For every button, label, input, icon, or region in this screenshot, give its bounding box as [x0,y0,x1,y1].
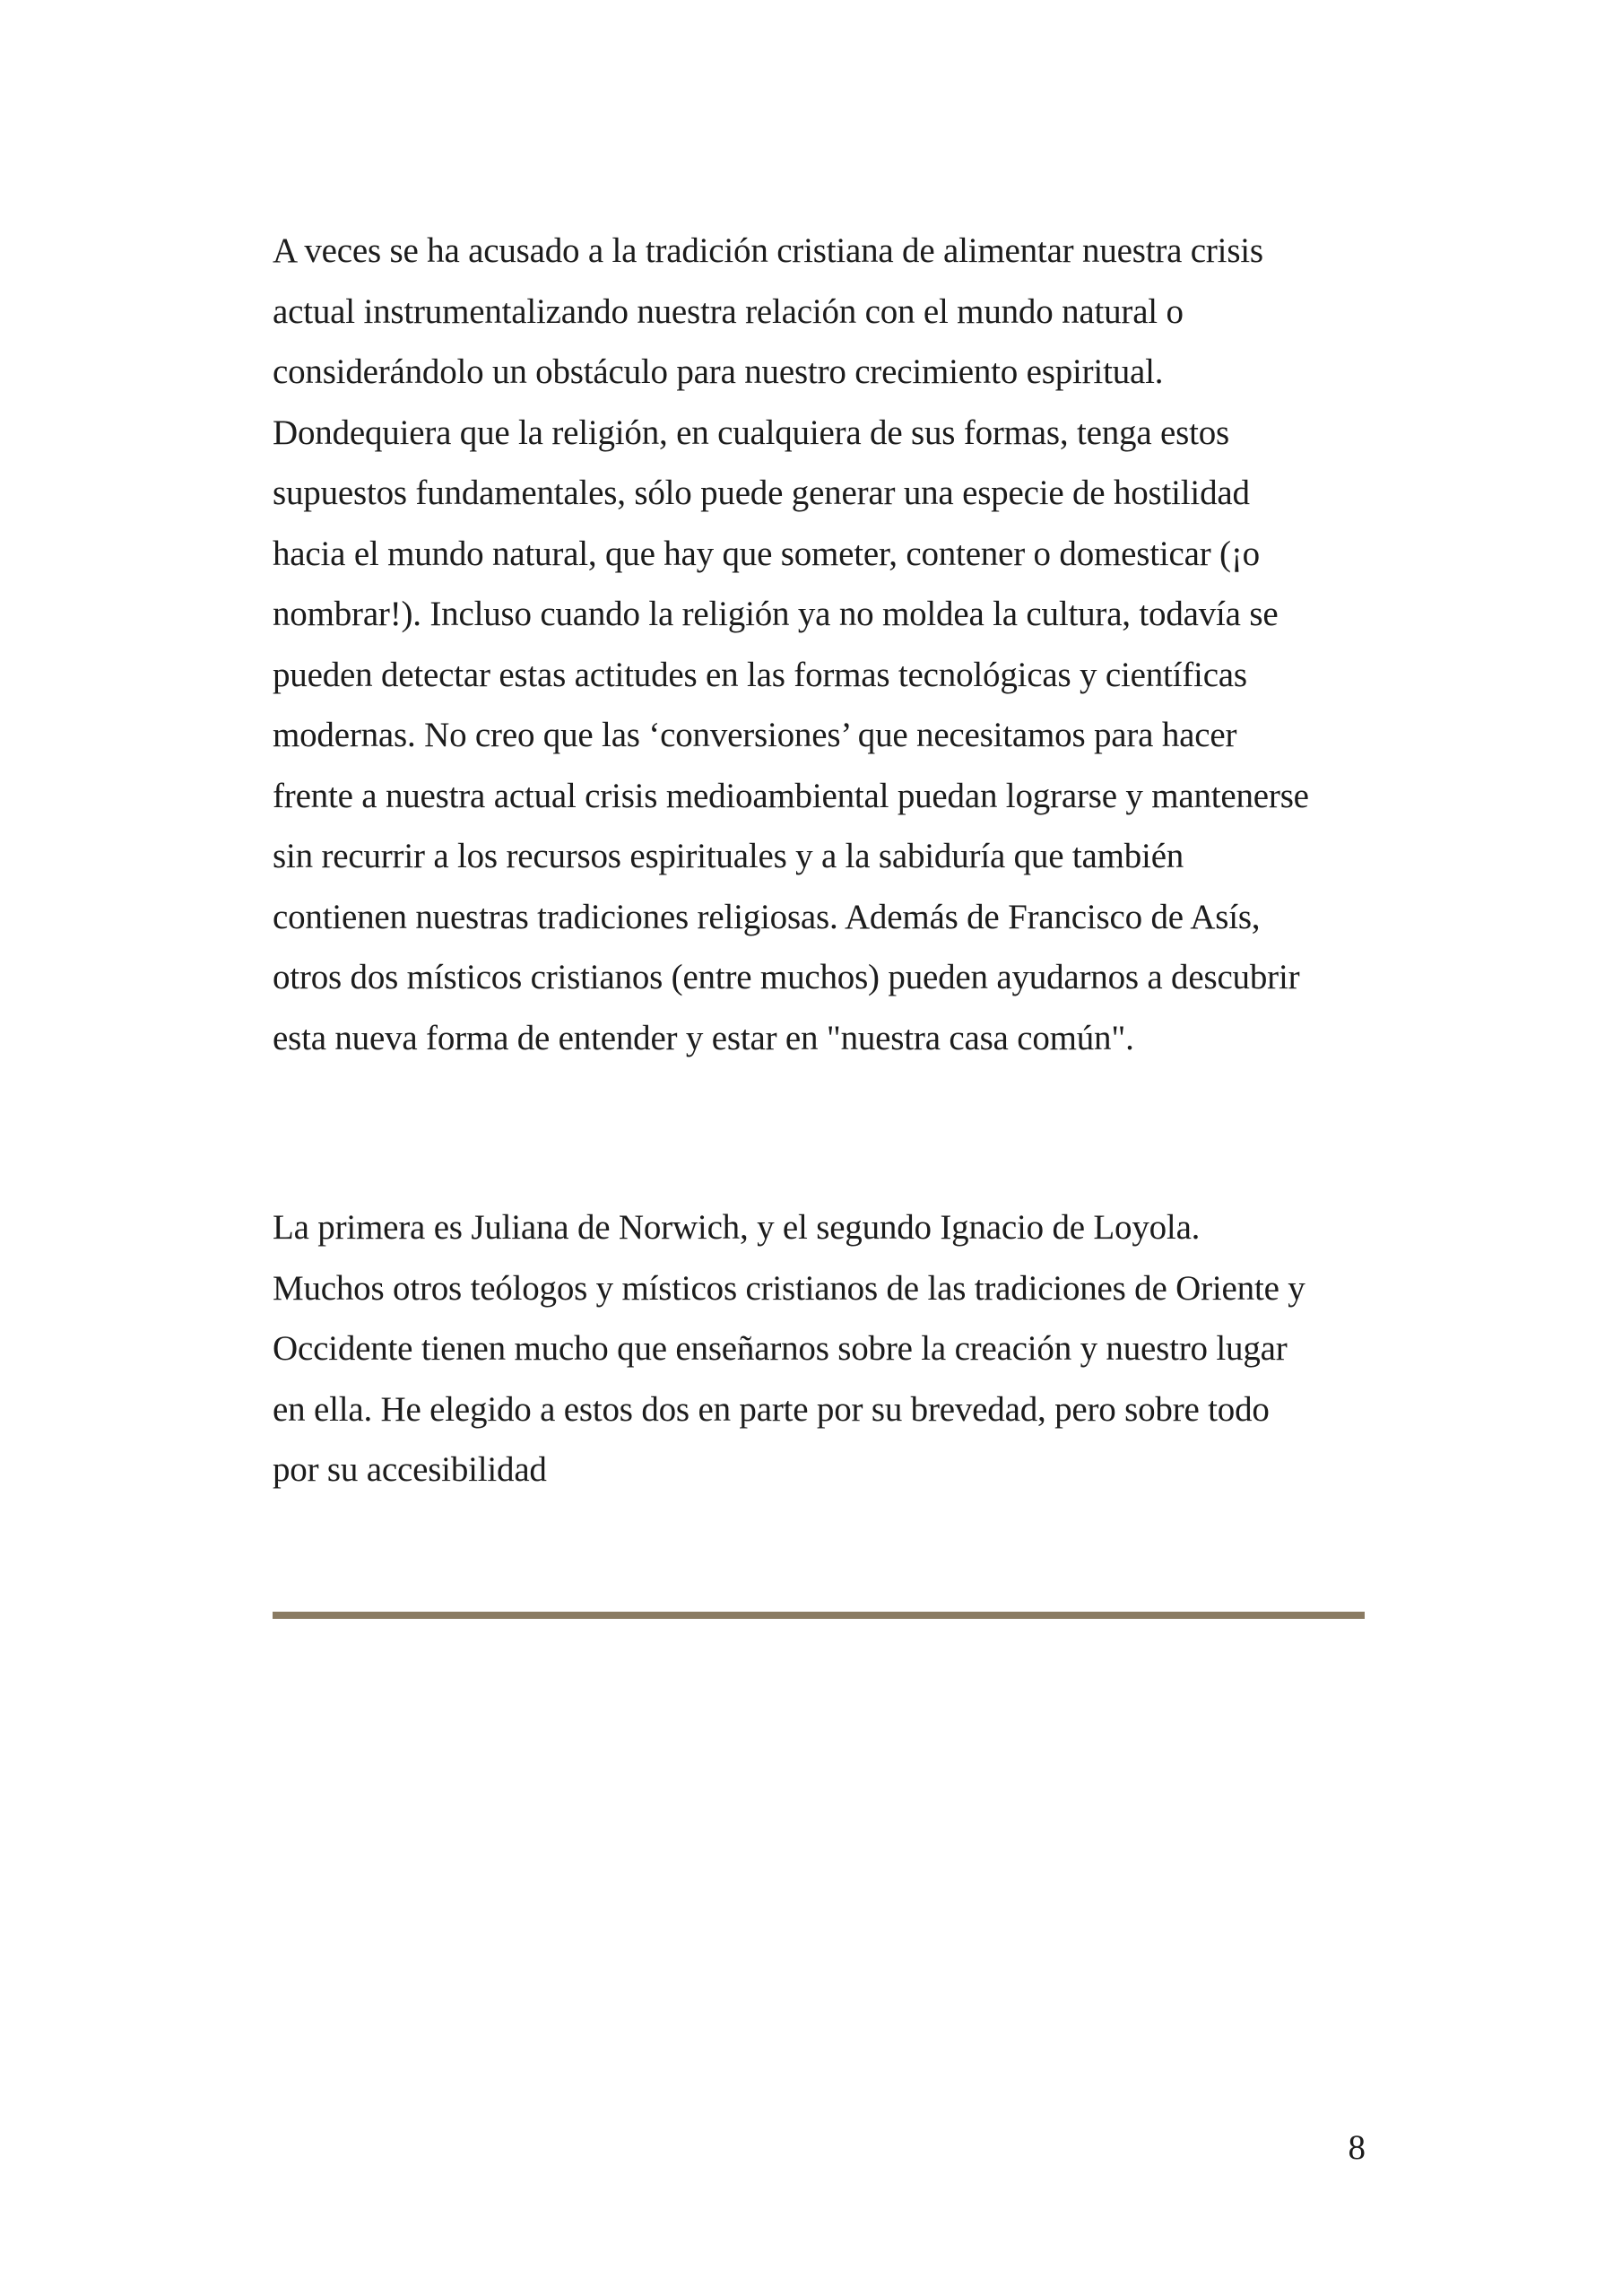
text-line: frente a nuestra actual crisis medioambiental puedan lograrse y mantenerse [273,776,1309,815]
text-line: Dondequiera que la religión, en cualquiera de sus formas, tenga estos [273,413,1230,452]
text-line: hacia el mundo natural, que hay que someter, contener o domesticar (¡o [273,534,1260,573]
text-line: modernas. No creo que las ‘conversiones’ que necesitamos para hacer [273,716,1237,754]
text-line: actual instrumentalizando nuestra relación con el mundo natural o [273,291,1184,331]
text-line: esta nueva forma de entender y estar en "nuestra casa común". [273,1018,1134,1057]
text-line: nombrar!). Incluso cuando la religión ya no moldea la cultura, todavía se [273,595,1279,633]
text-line: pueden detectar estas actitudes en las formas tecnológicas y científicas [273,655,1247,694]
text-line: por su accesibilidad [273,1450,547,1489]
text-line: Occidente tienen mucho que enseñarnos sobre la creación y nuestro lugar [273,1329,1288,1368]
text-line: considerándolo un obstáculo para nuestro crecimiento espiritual. [273,352,1164,391]
paragraph-2 [273,1197,1365,1500]
text-line: otros dos místicos cristianos (entre muchos) pueden ayudarnos a descubrir [273,958,1300,996]
text-line: Muchos otros teólogos y místicos cristianos de las tradiciones de Oriente y [273,1268,1305,1308]
text-line: La primera es Juliana de Norwich, y el segundo Ignacio de Loyola. [273,1208,1201,1247]
paragraph-1 [273,221,1365,1068]
page-number: 8 [1348,2128,1366,2167]
text-line: contienen nuestras tradiciones religiosas. Además de Francisco de Asís, [273,897,1261,936]
text-line: en ella. He elegido a estos dos en parte por su brevedad, pero sobre todo [273,1389,1270,1429]
section-divider [273,1612,1365,1619]
text-line: sin recurrir a los recursos espirituales y a la sabiduría que también [273,837,1184,875]
text-line: supuestos fundamentales, sólo puede generar una especie de hostilidad [273,474,1250,512]
text-line: A veces se ha acusado a la tradición cristiana de alimentar nuestra crisis [273,231,1263,270]
